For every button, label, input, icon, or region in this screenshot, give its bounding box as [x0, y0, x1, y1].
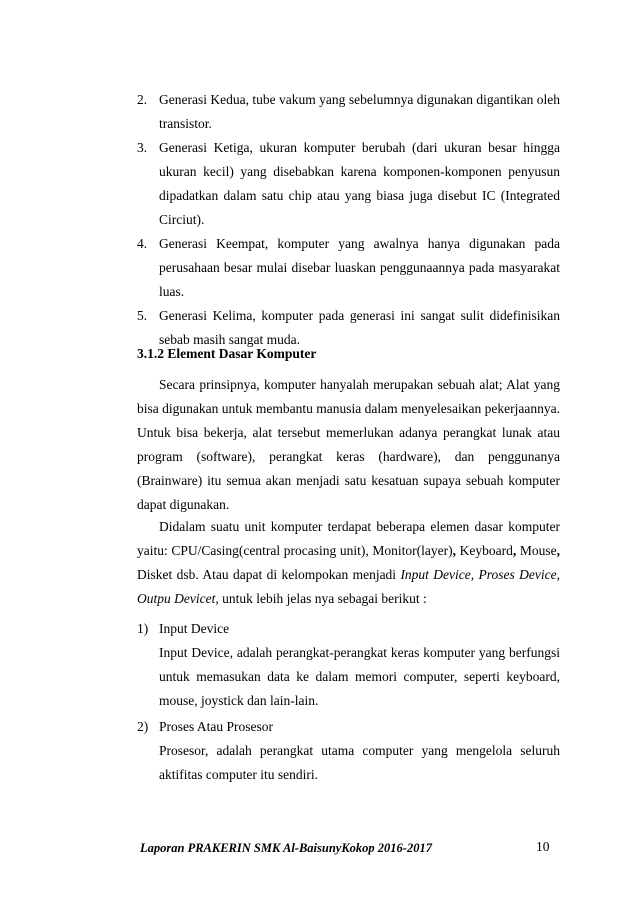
paragraph-text: untuk lebih jelas nya sebagai berikut : — [218, 591, 427, 606]
device-item-input — [137, 617, 560, 713]
list-text: Generasi Kelima, komputer pada generasi ini sangat sulit didefinisikan sebab masih sangat muda. — [159, 308, 560, 347]
paragraph-text: Keyboard — [455, 543, 513, 558]
list-number: 4. — [137, 236, 148, 251]
paragraph-text: Mouse — [516, 543, 557, 558]
paragraph-comma: , — [452, 543, 456, 558]
list-text: Generasi Kedua, tube vakum yang sebelumnya digunakan digantikan oleh transistor. — [159, 92, 560, 131]
list-number: 2. — [137, 92, 148, 107]
paragraph: Secara prinsipnya, komputer hanyalah merupakan sebuah alat; Alat yang bisa digunakan untuk membantu manusia dalam menyelesaikan pekerjaannya. Untuk bisa bekerja, alat tersebut memerlukan adanya perangkat lunak atau program (software), perangkat keras (hardware), dan penggunanya (Brainware) itu semua akan menjadi satu kesatuan supaya sebuah komputer dapat digunakan. — [137, 377, 560, 512]
paragraph-text: Disket dsb. Atau dapat di kelompokan menjadi — [137, 567, 401, 582]
device-description: Prosesor, adalah perangkat utama computer yang mengelola seluruh aktifitas computer itu sendiri. — [159, 743, 560, 782]
list-text: Generasi Ketiga, ukuran komputer berubah (dari ukuran besar hingga ukuran kecil) yang disebabkan karena komponen-komponen penyusun dipadatkan dalam satu chip atau yang biasa juga disebut IC (Integrated Circiut). — [159, 140, 560, 227]
paragraph — [137, 515, 560, 611]
section-heading: 3.1.2 Element Dasar Komputer — [137, 346, 317, 361]
list-item — [137, 136, 560, 232]
list-number: 5. — [137, 308, 148, 323]
device-title-text: Input Device — [159, 621, 230, 636]
paragraph-text: Didalam suatu unit komputer terdapat beberapa elemen dasar komputer yaitu: CPU/Casing(central procasing unit), Monitor(layer) — [137, 519, 560, 558]
device-item-processor — [137, 715, 560, 787]
paragraph-comma: , — [512, 543, 517, 558]
paragraph-comma: , — [556, 543, 560, 558]
list-text: Generasi Keempat, komputer yang awalnya hanya digunakan pada perusahaan besar mulai disebar luaskan penggunaannya pada masyarakat luas. — [159, 236, 560, 299]
device-title-text: Proses Atau Prosesor — [159, 719, 273, 734]
list-number: 3. — [137, 140, 148, 155]
device-title — [137, 617, 560, 641]
device-description: Input Device, adalah perangkat-perangkat keras komputer yang berfungsi untuk memasukan data ke dalam memori computer, seperti keyboard, mouse, joystick dan lain-lain. — [159, 645, 560, 708]
device-number: 1) — [137, 621, 149, 636]
footer-text: Laporan PRAKERIN SMK Al-BaisunyKokop 2016-2017 — [140, 841, 432, 855]
device-number: 2) — [137, 719, 149, 734]
paragraph-italic-text: Input Device, Proses Device, Outpu Devicet, — [137, 567, 560, 606]
list-item — [137, 88, 560, 136]
generation-list — [137, 88, 560, 352]
page-number: 10 — [536, 839, 550, 854]
device-title — [137, 715, 560, 739]
list-item — [137, 232, 560, 304]
